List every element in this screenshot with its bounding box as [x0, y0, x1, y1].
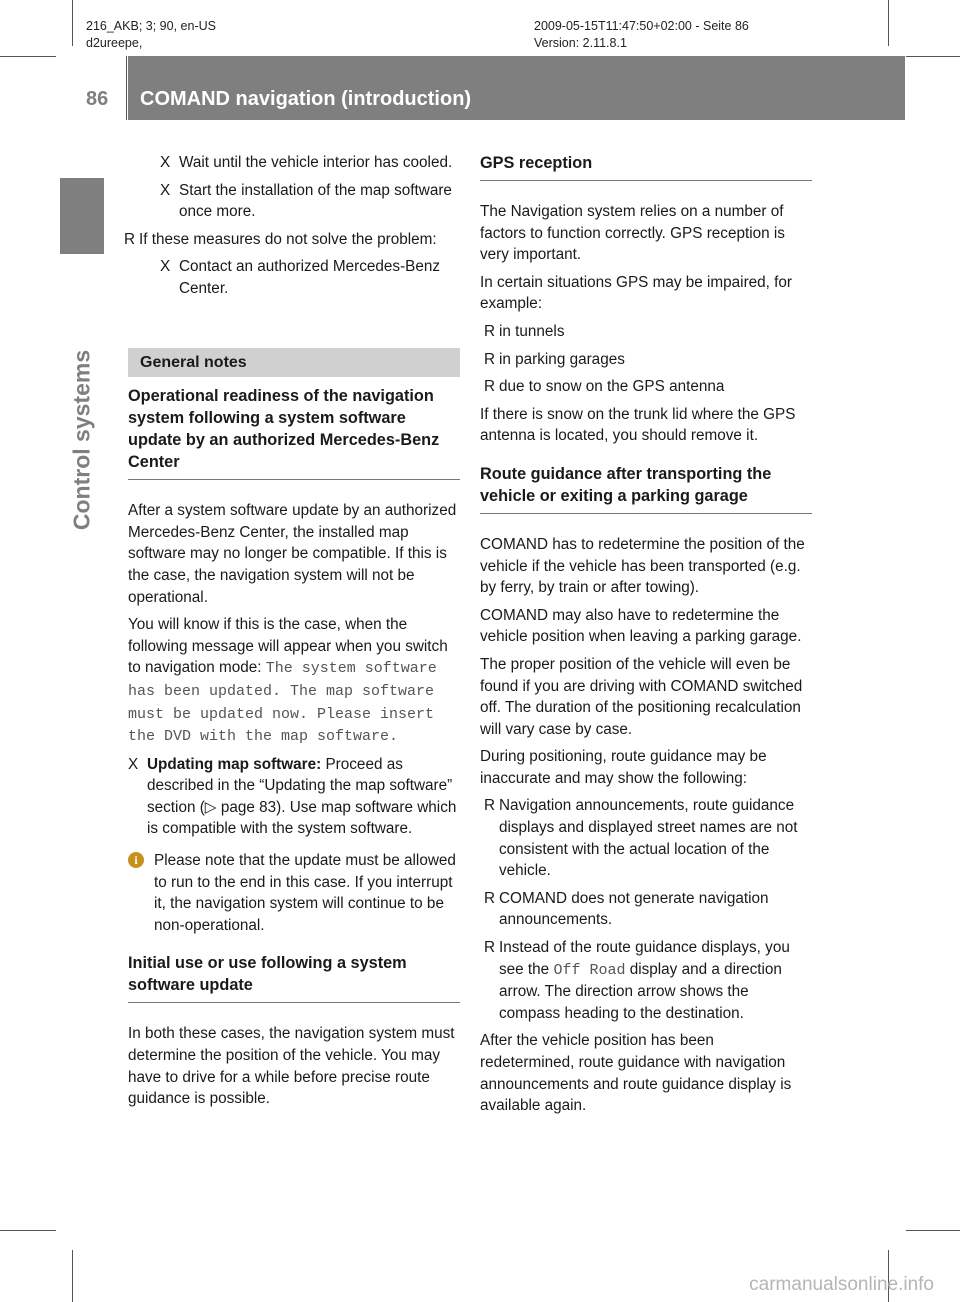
crop-mark — [0, 56, 56, 57]
bullet-item — [484, 321, 812, 343]
display-message: The system software has been updated. The map software must be updated now. Please insert the DVD with the map software. — [128, 660, 437, 746]
bullet-text: COMAND does not generate navigation announcements. — [499, 889, 769, 929]
crop-mark — [72, 1250, 73, 1302]
step-item — [160, 180, 460, 223]
crop-mark — [0, 1230, 56, 1231]
right-column — [480, 152, 812, 1123]
step-text: Proceed as described in the “Updating the map software” section (▷ page 83). Use map software which is compatible with the system software. — [147, 755, 457, 838]
bullet-icon: R — [484, 378, 496, 396]
paragraph: The Navigation system relies on a number of factors to function correctly. GPS reception is very important. — [480, 203, 785, 264]
bullet-text: in parking garages — [499, 350, 625, 368]
info-note — [128, 850, 460, 936]
bullet-text: in tunnels — [499, 322, 565, 340]
subheading: Operational readiness of the navigation system following a system software update by an authorized Mercedes-Benz Center — [128, 385, 460, 480]
bullet-text: Instead of the route guidance displays, you see the — [499, 939, 790, 978]
paragraph: After the vehicle position has been redetermined, route guidance with navigation announcements and route guidance display is available again. — [480, 1032, 792, 1115]
left-column — [124, 152, 460, 1116]
step-arrow-icon: X — [160, 154, 171, 171]
paragraph: During positioning, route guidance may be inaccurate and may show the following: — [480, 748, 767, 787]
bullet-text: If these measures do not solve the problem: — [139, 230, 437, 248]
step-arrow-icon: X — [128, 755, 139, 773]
side-section-label: Control systems — [68, 349, 95, 531]
crop-mark — [906, 1230, 960, 1231]
bullet-item — [484, 795, 812, 881]
paragraph: If there is snow on the trunk lid where the GPS antenna is located, you should remove it. — [480, 405, 796, 445]
step-text: Contact an authorized Mercedes-Benz Center. — [179, 258, 441, 297]
crop-mark — [906, 56, 960, 57]
bullet-text: display and a direction arrow. The direction arrow shows the compass heading to the destination. — [499, 960, 782, 1022]
section-heading: General notes — [128, 348, 460, 378]
subheading: Route guidance after transporting the vehicle or exiting a parking garage — [480, 463, 812, 514]
side-tab-block — [60, 178, 104, 254]
bullet-icon: R — [484, 350, 496, 368]
bullet-item — [484, 937, 812, 1024]
step-item — [128, 754, 460, 840]
bullet-item — [484, 376, 812, 398]
bullet-item — [484, 888, 812, 931]
step-text: Wait until the vehicle interior has cooled. — [179, 154, 453, 171]
paragraph: The proper position of the vehicle will even be found if you are driving with COMAND switched off. The duration of the positioning recalculation will vary case by case. — [480, 655, 803, 738]
paragraph: COMAND has to redetermine the position of the vehicle if the vehicle has been transported (e.g. by ferry, by train or after towing). — [480, 535, 805, 597]
crop-mark — [72, 0, 73, 46]
display-message: Off Road — [553, 961, 626, 979]
info-icon: i — [128, 852, 144, 868]
bullet-icon: R — [484, 797, 496, 815]
print-meta-line: 2009-05-15T11:47:50+02:00 - Seite 86 — [534, 19, 749, 33]
note-text: Please note that the update must be allowed to run to the end in this case. If you interrupt it, the navigation system will continue to be non-operational. — [154, 852, 456, 934]
bullet-item — [484, 349, 812, 371]
nested-steps — [160, 152, 460, 223]
paragraph — [128, 614, 460, 748]
bullet-icon: R — [484, 939, 496, 957]
step-item — [160, 152, 460, 174]
paragraph-text: You will know if this is the case, when the following message will appear when you switch to navigation mode: — [128, 616, 448, 677]
page-title: COMAND navigation (introduction) — [140, 88, 472, 110]
print-meta-line: 216_AKB; 3; 90, en-US — [86, 19, 216, 33]
paragraph: In certain situations GPS may be impaired, for example: — [480, 273, 793, 313]
paragraph: In both these cases, the navigation system must determine the position of the vehicle. You may have to drive for a while before precise route guidance is possible. — [128, 1025, 455, 1108]
subheading: GPS reception — [480, 152, 812, 181]
step-arrow-icon: X — [160, 181, 171, 199]
print-meta-right — [534, 18, 749, 52]
print-meta-line: d2ureepe, — [86, 36, 143, 50]
bullet-text: Navigation announcements, route guidance displays and displayed street names are not consistent with the actual location of the vehicle. — [499, 797, 798, 880]
print-meta-line: Version: 2.11.8.1 — [534, 36, 627, 50]
paragraph: After a system software update by an authorized Mercedes-Benz Center, the installed map software may no longer be compatible. If this is the case, the navigation system will not be operational. — [128, 502, 457, 606]
crop-mark — [888, 0, 889, 46]
paragraph: COMAND may also have to redetermine the vehicle position when leaving a parking garage. — [480, 606, 802, 646]
page-number: 86 — [86, 88, 109, 110]
subheading: Initial use or use following a system software update — [128, 952, 460, 1003]
bullet-icon: R — [484, 322, 496, 340]
bullet-item — [124, 229, 460, 251]
step-item — [160, 256, 460, 299]
header-divider — [126, 56, 127, 120]
step-text: Start the installation of the map software once more. — [179, 181, 452, 221]
step-arrow-icon: X — [160, 258, 171, 276]
bullet-icon: R — [124, 230, 136, 248]
nested-steps — [160, 256, 460, 299]
bullet-icon: R — [484, 889, 496, 907]
step-bold-label: Updating map software: — [147, 755, 322, 773]
print-meta-left — [86, 18, 216, 52]
watermark-text: carmanualsonline.info — [749, 1274, 934, 1295]
bullet-text: due to snow on the GPS antenna — [499, 378, 725, 396]
